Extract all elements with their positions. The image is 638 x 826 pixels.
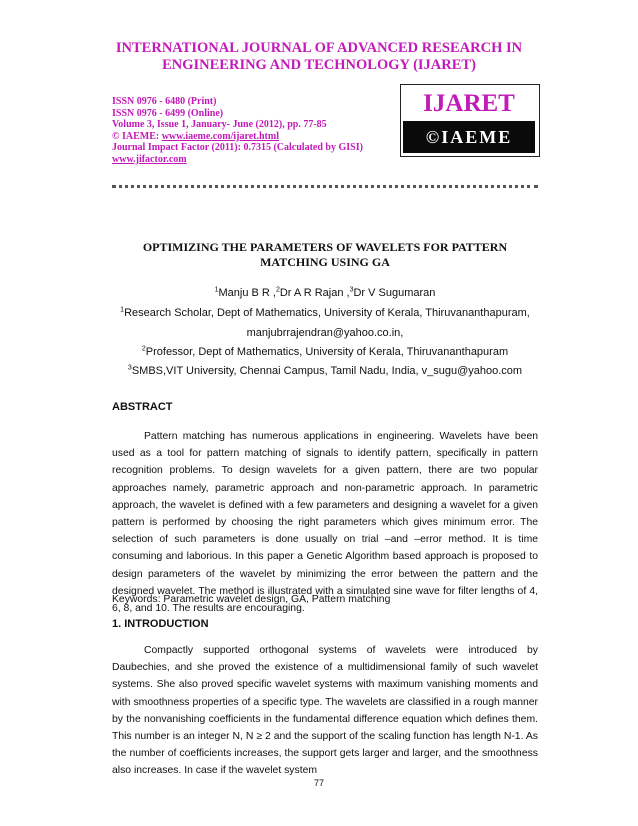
journal-title-line-2: ENGINEERING AND TECHNOLOGY (IJARET) bbox=[162, 57, 476, 73]
author-list bbox=[112, 287, 538, 300]
issn-print: ISSN 0976 - 6480 (Print) bbox=[112, 96, 217, 107]
jifactor-link[interactable]: www.jifactor.com bbox=[112, 153, 187, 165]
affiliation-3-sup: 3 bbox=[127, 364, 132, 372]
affiliation-3-text: SMBS,VIT University, Chennai Campus, Tamil Nadu, India, v_sugu@yahoo.com bbox=[131, 365, 523, 377]
journal-info bbox=[112, 96, 363, 165]
keywords: Keywords: Parametric wavelet design, GA, Pattern matching bbox=[112, 594, 391, 605]
copyright-line bbox=[112, 131, 363, 143]
author-2-name: Dr A R Rajan , bbox=[279, 287, 350, 299]
author-1-name: Manju B R , bbox=[218, 287, 276, 299]
copyright-prefix: © IAEME: bbox=[112, 130, 162, 142]
author-2-sup: 2 bbox=[275, 286, 280, 294]
paper-title bbox=[112, 240, 538, 270]
affiliation-2-text: Professor, Dept of Mathematics, University of Kerala, Thiruvananthapuram bbox=[145, 346, 509, 358]
impact-factor: Journal Impact Factor (2011): 0.7315 (Calculated by GISI) bbox=[112, 142, 363, 153]
volume-info: Volume 3, Issue 1, January- June (2012), pp. 77-85 bbox=[112, 119, 327, 130]
affiliation-1-sup: 1 bbox=[120, 306, 125, 314]
introduction-heading: 1. INTRODUCTION bbox=[112, 618, 209, 630]
dotted-divider bbox=[112, 185, 538, 188]
journal-title bbox=[100, 40, 538, 74]
introduction-body: Compactly supported orthogonal systems of wavelets were introduced by Daubechies, and she proved the existence of a multidimensional family of such wavelet systems. She also proved specific wavelet systems with maximum vanishing moments and with smoothness properties of a specific type. The wavelets are classified in a rough manner by the nonvanishing coefficients in the fundamental difference equation which defines them. This number is an integer N, N ≥ 2 and the support of the scaling function has length N-1. As the number of coefficients increases, the support gets larger and larger, and the smoothness also increases. In case if the wavelet system bbox=[112, 645, 538, 777]
affiliation-1-email: manjubrrajendran@yahoo.co.in, bbox=[246, 327, 404, 339]
journal-logo bbox=[400, 84, 540, 157]
author-3-sup: 3 bbox=[349, 286, 354, 294]
affiliation-1-line-1 bbox=[112, 307, 538, 320]
author-3-name: Dr V Sugumaran bbox=[353, 287, 436, 299]
logo-iaeme-text: ©IAEME bbox=[403, 121, 535, 153]
author-1-sup: 1 bbox=[214, 286, 219, 294]
issn-online: ISSN 0976 - 6499 (Online) bbox=[112, 107, 224, 119]
page-number: 77 bbox=[313, 778, 324, 788]
paper-title-line-2: MATCHING USING GA bbox=[260, 255, 390, 269]
abstract-heading: ABSTRACT bbox=[112, 401, 173, 413]
paper-title-line-1: OPTIMIZING THE PARAMETERS OF WAVELETS FOR PATTERN bbox=[142, 240, 508, 254]
logo-ijaret-text: IJARET bbox=[423, 90, 515, 117]
affiliation-2-sup: 2 bbox=[141, 345, 146, 353]
abstract-body: Pattern matching has numerous applications in engineering. Wavelets have been used as a tool for pattern matching of signals to identify pattern, specifically in pattern recognition problems. To design wavelets for a given pattern, there are two popular approaches namely, parametric approach and non-parametric approach. In parametric approach, the wavelet is defined with a few parameters and designing a wavelet for a given pattern is performed by choosing the right parameters which gives minimum error. The selection of such parameters is done usually on trial –and –error method. It is time consuming and laborious. In this paper a Genetic Algorithm based approach is proposed to design parameters of the wavelet by minimizing the error between the pattern and the designed wavelet. The method is illustrated with a simulated sine wave for filter lengths of 4, 6, 8, and 10. The results are encouraging. bbox=[112, 431, 538, 615]
affiliation-1-text: Research Scholar, Dept of Mathematics, University of Kerala, Thiruvananthapuram, bbox=[124, 307, 530, 319]
journal-title-line-1: INTERNATIONAL JOURNAL OF ADVANCED RESEARCH IN bbox=[115, 40, 523, 56]
affiliation-2 bbox=[112, 346, 538, 359]
journal-link[interactable]: www.iaeme.com/ijaret.html bbox=[161, 130, 279, 142]
affiliation-3 bbox=[112, 365, 538, 378]
